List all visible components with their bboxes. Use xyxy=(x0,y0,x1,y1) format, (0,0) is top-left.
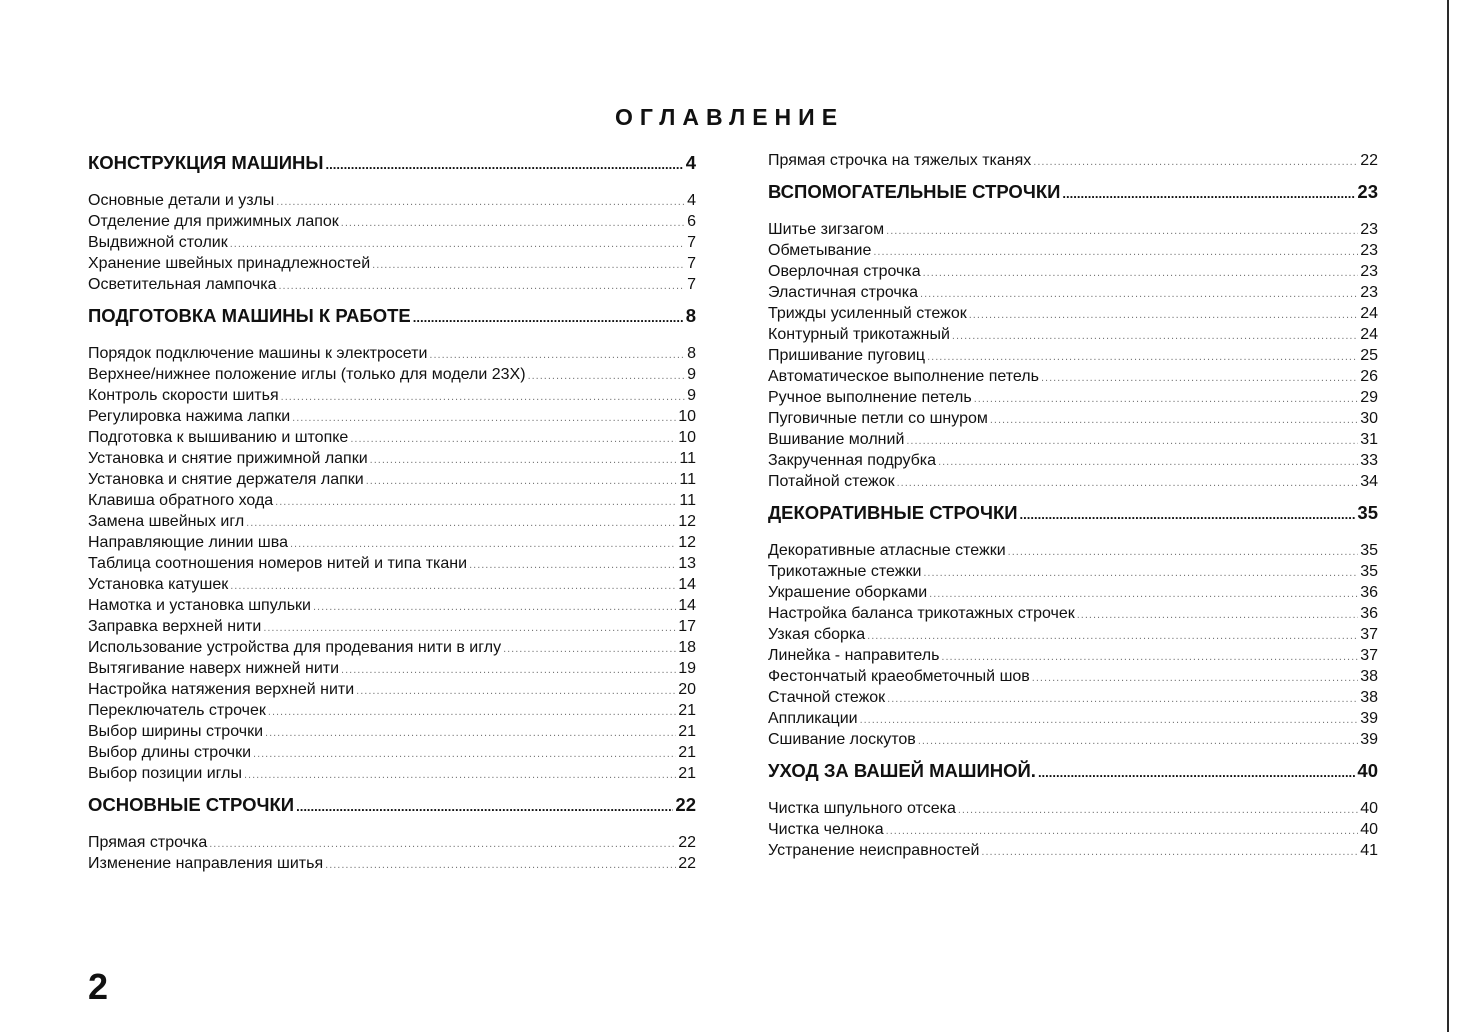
toc-page-number: 29 xyxy=(1360,389,1378,406)
toc-entry[interactable] xyxy=(88,448,696,469)
toc-entry[interactable] xyxy=(88,616,696,637)
dot-leader xyxy=(313,597,676,618)
toc-page-number: 8 xyxy=(687,345,696,362)
toc-entry-label: Прямая строчка на тяжелых тканях xyxy=(768,152,1032,169)
dot-leader xyxy=(356,681,676,702)
dot-leader xyxy=(923,563,1358,584)
toc-page-number: 7 xyxy=(687,255,696,272)
dot-leader xyxy=(897,473,1359,494)
toc-entry[interactable] xyxy=(768,450,1378,471)
dot-leader xyxy=(990,410,1358,431)
toc-entry-label: Переключатель строчек xyxy=(88,702,266,719)
dot-leader xyxy=(938,452,1358,473)
toc-entry[interactable] xyxy=(88,853,696,874)
toc-page-number: 23 xyxy=(1360,263,1378,280)
toc-entry[interactable] xyxy=(88,190,696,211)
dot-leader xyxy=(927,347,1358,368)
toc-entry-label: Сшивание лоскутов xyxy=(768,731,916,748)
dot-leader xyxy=(969,305,1358,326)
toc-entry-label: ПОДГОТОВКА МАШИНЫ К РАБОТЕ xyxy=(88,305,411,326)
toc-entry-label: Выбор ширины строчки xyxy=(88,723,264,740)
dot-leader xyxy=(886,221,1358,242)
toc-entry[interactable] xyxy=(88,406,696,427)
toc-page-number: 36 xyxy=(1360,584,1378,601)
toc-entry-label: Использование устройства для продевания нити в иглу xyxy=(88,639,502,656)
toc-entry[interactable] xyxy=(768,261,1378,282)
dot-leader xyxy=(341,213,685,234)
toc-page-number: 35 xyxy=(1357,502,1378,523)
toc-entry-label: Выбор длины строчки xyxy=(88,744,252,761)
toc-page-number: 39 xyxy=(1360,731,1378,748)
dot-leader xyxy=(263,618,676,639)
dot-leader xyxy=(1033,152,1358,173)
toc-entry-label: Основные детали и узлы xyxy=(88,192,275,209)
toc-entry[interactable] xyxy=(88,637,696,658)
toc-page-number: 4 xyxy=(687,192,696,209)
dot-leader xyxy=(952,326,1358,347)
toc-entry-label: Вшивание молний xyxy=(768,431,905,448)
toc-page-number: 37 xyxy=(1360,647,1378,664)
toc-entry[interactable] xyxy=(768,798,1378,819)
toc-page-number: 31 xyxy=(1360,431,1378,448)
dot-leader xyxy=(209,834,676,855)
dot-leader xyxy=(1077,605,1358,626)
toc-entry-label: Фестончатый краеобметочный шов xyxy=(768,668,1030,685)
toc-page-number: 40 xyxy=(1360,821,1378,838)
toc-entry[interactable] xyxy=(768,240,1378,261)
dot-leader xyxy=(350,429,676,450)
dot-leader xyxy=(281,387,685,408)
toc-entry[interactable] xyxy=(768,603,1378,624)
toc-page-number: 24 xyxy=(1360,305,1378,322)
toc-section-heading[interactable] xyxy=(88,792,696,818)
toc-entry[interactable] xyxy=(88,595,696,616)
toc-entry[interactable] xyxy=(768,219,1378,240)
toc-page-number: 22 xyxy=(678,855,696,872)
toc-entry[interactable] xyxy=(88,658,696,679)
toc-entry[interactable] xyxy=(768,840,1378,861)
toc-entry-label: Прямая строчка xyxy=(88,834,208,851)
toc-page-number: 12 xyxy=(678,534,696,551)
dot-leader xyxy=(923,263,1359,284)
toc-entry-label: Контроль скорости шитья xyxy=(88,387,279,404)
toc-entry[interactable] xyxy=(88,385,696,406)
toc-page-number: 18 xyxy=(678,639,696,656)
toc-entry-label: Контурный трикотажный xyxy=(768,326,950,343)
dot-leader xyxy=(1041,368,1358,389)
toc-entry[interactable] xyxy=(88,253,696,274)
toc-entry-label: Шитье зигзагом xyxy=(768,221,885,238)
dot-leader xyxy=(1038,760,1355,786)
toc-page-number: 25 xyxy=(1360,347,1378,364)
toc-entry-label: Пуговичные петли со шнуром xyxy=(768,410,988,427)
dot-leader xyxy=(276,192,685,213)
toc-page-number: 13 xyxy=(678,555,696,572)
toc-page-number: 14 xyxy=(678,576,696,593)
dot-leader xyxy=(1032,668,1358,689)
toc-section-heading[interactable] xyxy=(768,179,1378,205)
toc-page-number: 23 xyxy=(1360,221,1378,238)
toc-entry-label: Эластичная строчка xyxy=(768,284,919,301)
dot-leader xyxy=(873,242,1358,263)
toc-page-number: 8 xyxy=(685,305,696,326)
toc-entry[interactable] xyxy=(88,832,696,853)
toc-entry[interactable] xyxy=(768,429,1378,450)
toc-entry[interactable] xyxy=(88,427,696,448)
dot-leader xyxy=(413,305,684,331)
toc-entry[interactable] xyxy=(768,582,1378,603)
toc-entry[interactable] xyxy=(88,490,696,511)
dot-leader xyxy=(981,842,1358,863)
toc-entry-label: Осветительная лампочка xyxy=(88,276,277,293)
dot-leader xyxy=(918,731,1358,752)
toc-page-number: 37 xyxy=(1360,626,1378,643)
toc-page-number: 35 xyxy=(1360,563,1378,580)
toc-page-number: 11 xyxy=(679,471,696,488)
toc-entry[interactable] xyxy=(768,471,1378,492)
toc-page-number: 14 xyxy=(678,597,696,614)
toc-entry-label: Чистка шпульного отсека xyxy=(768,800,956,817)
toc-entry[interactable] xyxy=(768,345,1378,366)
toc-entry-label: Автоматическое выполнение петель xyxy=(768,368,1039,385)
toc-entry[interactable] xyxy=(768,540,1378,561)
toc-section-heading[interactable] xyxy=(88,303,696,329)
toc-entry[interactable] xyxy=(88,532,696,553)
dot-leader xyxy=(867,626,1358,647)
toc-page-number: 35 xyxy=(1360,542,1378,559)
dot-leader xyxy=(1020,502,1356,528)
toc-entry-label: Регулировка нажима лапки xyxy=(88,408,291,425)
toc-page-number: 11 xyxy=(679,450,696,467)
dot-leader xyxy=(860,710,1359,731)
toc-entry-label: Порядок подключение машины к электросети xyxy=(88,345,428,362)
toc-entry-label: Пришивание пуговиц xyxy=(768,347,926,364)
toc-page-number: 24 xyxy=(1360,326,1378,343)
dot-leader xyxy=(469,555,676,576)
toc-entry[interactable] xyxy=(768,624,1378,645)
dot-leader xyxy=(1062,181,1355,207)
page-title: ОГЛАВЛЕНИЕ xyxy=(614,104,845,130)
toc-page-number: 19 xyxy=(678,660,696,677)
toc-page-number: 23 xyxy=(1360,284,1378,301)
toc-entry[interactable] xyxy=(768,387,1378,408)
toc-entry[interactable] xyxy=(768,729,1378,750)
toc-entry-label: Аппликации xyxy=(768,710,858,727)
toc-entry-label: Линейка - направитель xyxy=(768,647,940,664)
toc-page-number: 36 xyxy=(1360,605,1378,622)
toc-page-number: 7 xyxy=(687,276,696,293)
dot-leader xyxy=(887,689,1358,710)
toc-entry-label: ВСПОМОГАТЕЛЬНЫЕ СТРОЧКИ xyxy=(768,181,1061,202)
dot-leader xyxy=(429,345,685,366)
toc-page-number: 26 xyxy=(1360,368,1378,385)
toc-page-number: 23 xyxy=(1357,181,1378,202)
toc-page-number: 39 xyxy=(1360,710,1378,727)
toc-entry[interactable] xyxy=(768,561,1378,582)
toc-page-number: 10 xyxy=(678,408,696,425)
dot-leader xyxy=(230,234,685,255)
dot-leader xyxy=(920,284,1358,305)
dot-leader xyxy=(366,471,678,492)
toc-entry[interactable] xyxy=(768,819,1378,840)
toc-entry[interactable] xyxy=(768,282,1378,303)
toc-entry[interactable] xyxy=(88,721,696,742)
toc-page-number: 23 xyxy=(1360,242,1378,259)
toc-entry-label: Закрученная подрубка xyxy=(768,452,937,469)
toc-entry-label: Установка и снятие прижимной лапки xyxy=(88,450,368,467)
toc-entry-label: УХОД ЗА ВАШЕЙ МАШИНОЙ. xyxy=(768,760,1036,781)
toc-entry-label: Замена швейных игл xyxy=(88,513,245,530)
dot-leader xyxy=(290,534,676,555)
toc-entry[interactable] xyxy=(88,763,696,784)
toc-entry[interactable] xyxy=(768,687,1378,708)
toc-entry-label: Трижды усиленный стежок xyxy=(768,305,967,322)
dot-leader xyxy=(1008,542,1359,563)
toc-entry-label: Устранение неисправностей xyxy=(768,842,980,859)
dot-leader xyxy=(275,492,677,513)
toc-entry[interactable] xyxy=(768,366,1378,387)
dot-leader xyxy=(292,408,676,429)
dot-leader xyxy=(326,152,684,178)
toc-entry-label: Украшение оборками xyxy=(768,584,928,601)
toc-section-heading[interactable] xyxy=(768,500,1378,526)
toc-entry[interactable] xyxy=(768,666,1378,687)
toc-entry-label: ОСНОВНЫЕ СТРОЧКИ xyxy=(88,794,295,815)
toc-page-number: 22 xyxy=(675,794,696,815)
toc-page-number: 6 xyxy=(687,213,696,230)
toc-page-number: 40 xyxy=(1360,800,1378,817)
toc-entry-label: Выдвижной столик xyxy=(88,234,228,251)
toc-page-number: 41 xyxy=(1360,842,1378,859)
toc-page-number: 33 xyxy=(1360,452,1378,469)
dot-leader xyxy=(244,765,676,786)
toc-entry[interactable] xyxy=(88,553,696,574)
toc-entry-label: Обметывание xyxy=(768,242,872,259)
toc-entry-label: Направляющие линии шва xyxy=(88,534,288,551)
dot-leader xyxy=(958,800,1358,821)
toc-page-number: 21 xyxy=(678,702,696,719)
dot-leader xyxy=(503,639,676,660)
dot-leader xyxy=(278,276,685,297)
toc-page-number: 9 xyxy=(687,387,696,404)
toc-entry[interactable] xyxy=(88,742,696,763)
toc-entry-label: Узкая сборка xyxy=(768,626,866,643)
dot-leader xyxy=(246,513,676,534)
toc-entry[interactable] xyxy=(88,511,696,532)
dot-leader xyxy=(341,660,676,681)
toc-entry-label: Подготовка к вышиванию и штопке xyxy=(88,429,349,446)
dot-leader xyxy=(230,576,676,597)
toc-page-number: 40 xyxy=(1357,760,1378,781)
scan-edge-line xyxy=(1447,0,1449,1032)
toc-page-number: 10 xyxy=(678,429,696,446)
toc-page-number: 21 xyxy=(678,723,696,740)
toc-entry-label: Намотка и установка шпульки xyxy=(88,597,311,614)
toc-entry[interactable] xyxy=(768,303,1378,324)
dot-leader xyxy=(974,389,1359,410)
toc-entry-label: Потайной стежок xyxy=(768,473,895,490)
toc-entry-label: Декоративные атласные стежки xyxy=(768,542,1006,559)
dot-leader xyxy=(941,647,1358,668)
toc-entry[interactable] xyxy=(768,708,1378,729)
toc-page-number: 20 xyxy=(678,681,696,698)
toc-entry-label: Настройка натяжения верхней нити xyxy=(88,681,355,698)
toc-entry[interactable] xyxy=(88,574,696,595)
toc-page-number: 22 xyxy=(678,834,696,851)
toc-page-number: 4 xyxy=(685,152,696,173)
toc-entry-label: Таблица соотношения номеров нитей и типа ткани xyxy=(88,555,468,572)
toc-entry-label: Изменение направления шитья xyxy=(88,855,324,872)
toc-entry-label: Клавиша обратного хода xyxy=(88,492,274,509)
dot-leader xyxy=(265,723,676,744)
toc-entry[interactable] xyxy=(88,364,696,385)
toc-page-number: 21 xyxy=(678,765,696,782)
toc-page-number: 7 xyxy=(687,234,696,251)
toc-entry[interactable] xyxy=(88,343,696,364)
toc-left-column xyxy=(88,150,696,874)
toc-entry[interactable] xyxy=(768,324,1378,345)
dot-leader xyxy=(372,255,685,276)
toc-entry-label: ДЕКОРАТИВНЫЕ СТРОЧКИ xyxy=(768,502,1018,523)
toc-entry-label: КОНСТРУКЦИЯ МАШИНЫ xyxy=(88,152,324,173)
toc-entry-label: Ручное выполнение петель xyxy=(768,389,972,406)
toc-entry-label: Хранение швейных принадлежностей xyxy=(88,255,371,272)
toc-entry-label: Вытягивание наверх нижней нити xyxy=(88,660,340,677)
dot-leader xyxy=(886,821,1359,842)
toc-entry-label: Установка катушек xyxy=(88,576,229,593)
toc-entry[interactable] xyxy=(88,232,696,253)
toc-page-number: 21 xyxy=(678,744,696,761)
toc-entry-label: Отделение для прижимных лапок xyxy=(88,213,339,230)
toc-page-number: 12 xyxy=(678,513,696,530)
toc-entry[interactable] xyxy=(88,211,696,232)
toc-entry-label: Стачной стежок xyxy=(768,689,886,706)
toc-page-number: 30 xyxy=(1360,410,1378,427)
toc-page-number: 38 xyxy=(1360,668,1378,685)
toc-entry[interactable] xyxy=(88,700,696,721)
toc-entry[interactable] xyxy=(88,679,696,700)
toc-section-heading[interactable] xyxy=(768,758,1378,784)
toc-entry[interactable] xyxy=(768,150,1378,171)
toc-section-heading[interactable] xyxy=(88,150,696,176)
toc-page-number: 34 xyxy=(1360,473,1378,490)
dot-leader xyxy=(296,794,673,820)
toc-entry-label: Настройка баланса трикотажных строчек xyxy=(768,605,1075,622)
toc-page-number: 11 xyxy=(679,492,696,509)
toc-entry[interactable] xyxy=(88,274,696,295)
toc-entry[interactable] xyxy=(768,408,1378,429)
toc-entry-label: Выбор позиции иглы xyxy=(88,765,242,782)
page-number: 2 xyxy=(88,966,109,1007)
toc-entry-label: Трикотажные стежки xyxy=(768,563,922,580)
toc-entry-label: Установка и снятие держателя лапки xyxy=(88,471,364,488)
toc-entry-label: Оверлочная строчка xyxy=(768,263,921,280)
dot-leader xyxy=(370,450,678,471)
toc-page-number: 9 xyxy=(687,366,696,383)
dot-leader xyxy=(253,744,676,765)
toc-page-number: 22 xyxy=(1360,152,1378,169)
dot-leader xyxy=(528,366,686,387)
toc-entry-label: Чистка челнока xyxy=(768,821,884,838)
toc-entry-label: Верхнее/нижнее положение иглы (только для модели 23X) xyxy=(88,366,526,383)
dot-leader xyxy=(325,855,676,876)
toc-entry[interactable] xyxy=(768,645,1378,666)
dot-leader xyxy=(906,431,1358,452)
toc-right-column xyxy=(768,150,1378,861)
dot-leader xyxy=(268,702,676,723)
toc-entry-label: Заправка верхней нити xyxy=(88,618,262,635)
toc-entry[interactable] xyxy=(88,469,696,490)
toc-page-number: 17 xyxy=(678,618,696,635)
dot-leader xyxy=(929,584,1358,605)
toc-page-number: 38 xyxy=(1360,689,1378,706)
